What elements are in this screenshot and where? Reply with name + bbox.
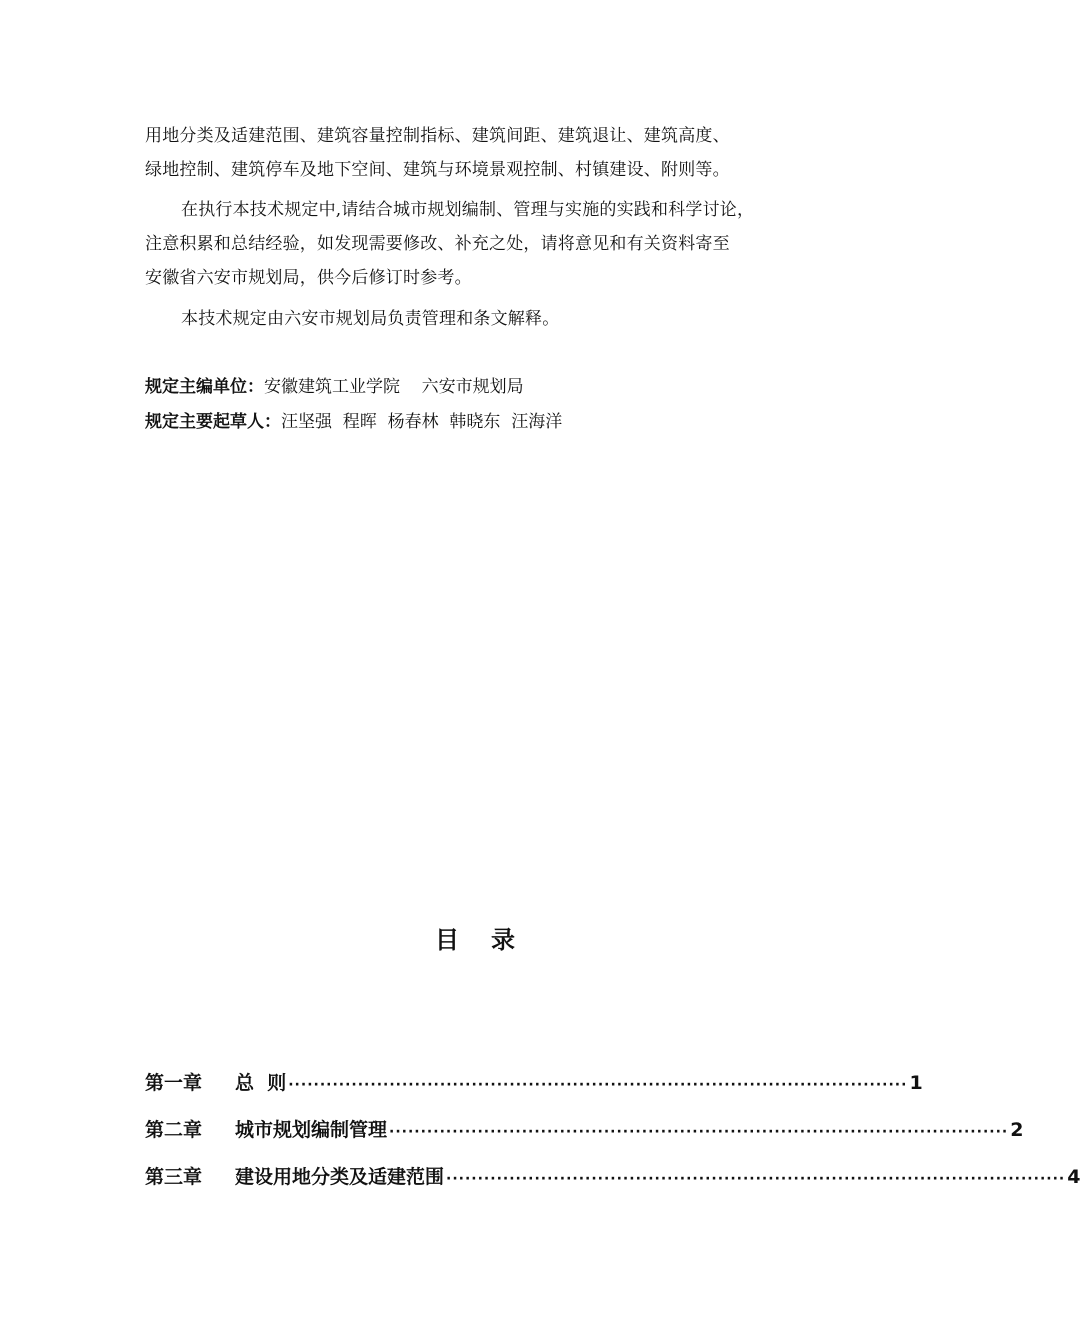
intro-line: 用地分类及适建范围、建筑容量控制指标、建筑间距、建筑退让、建筑高度、 (145, 126, 730, 146)
intro-paragraph (145, 119, 825, 187)
toc-leader-dots: ·································································································· (389, 1124, 1009, 1140)
drafter-credit (145, 410, 562, 434)
toc-chapter: 第二章 (145, 1119, 203, 1141)
toc-chapter: 第三章 (145, 1166, 203, 1188)
toc-chapter-name: 城市规划编制管理 (235, 1119, 388, 1141)
drafter-value: 汪坚强 程晖 杨春林 韩晓东 汪海洋 (281, 412, 563, 432)
toc-chapter: 第一章 (145, 1072, 203, 1094)
toc-entry[interactable] (145, 1068, 923, 1098)
toc-page-number: 4 (1067, 1166, 1080, 1188)
table-of-contents (145, 1068, 1080, 1209)
responsibility-line: 本技术规定由六安市规划局负责管理和条文解释。 (181, 309, 560, 329)
editor-credit (145, 375, 524, 399)
toc-entry[interactable] (145, 1115, 1024, 1145)
toc-chapter-name: 建设用地分类及适建范围 (235, 1166, 445, 1188)
toc-page-number: 2 (1010, 1119, 1024, 1141)
feedback-line: 注意积累和总结经验，如发现需要修改、补充之处，请将意见和有关资料寄至 (145, 234, 730, 254)
feedback-line: 在执行本技术规定中,请结合城市规划编制、管理与实施的实践和科学讨论， (181, 200, 755, 220)
feedback-paragraph (145, 193, 825, 295)
toc-leader-dots: ·································································································· (288, 1077, 908, 1093)
toc-entry[interactable] (145, 1162, 1080, 1192)
toc-page-number: 1 (909, 1072, 923, 1094)
editor-label: 规定主编单位： (145, 377, 264, 397)
editor-value: 安徽建筑工业学院 六安市规划局 (264, 377, 524, 397)
intro-line: 绿地控制、建筑停车及地下空间、建筑与环境景观控制、村镇建设、附则等。 (145, 160, 730, 180)
drafter-label: 规定主要起草人： (145, 412, 281, 432)
toc-title: 目录 (435, 926, 547, 954)
feedback-line: 安徽省六安市规划局，供今后修订时参考。 (145, 268, 472, 288)
toc-leader-dots: ·································································································· (446, 1171, 1066, 1187)
toc-chapter-name: 总 则 (235, 1072, 287, 1094)
responsibility-paragraph (145, 302, 825, 336)
